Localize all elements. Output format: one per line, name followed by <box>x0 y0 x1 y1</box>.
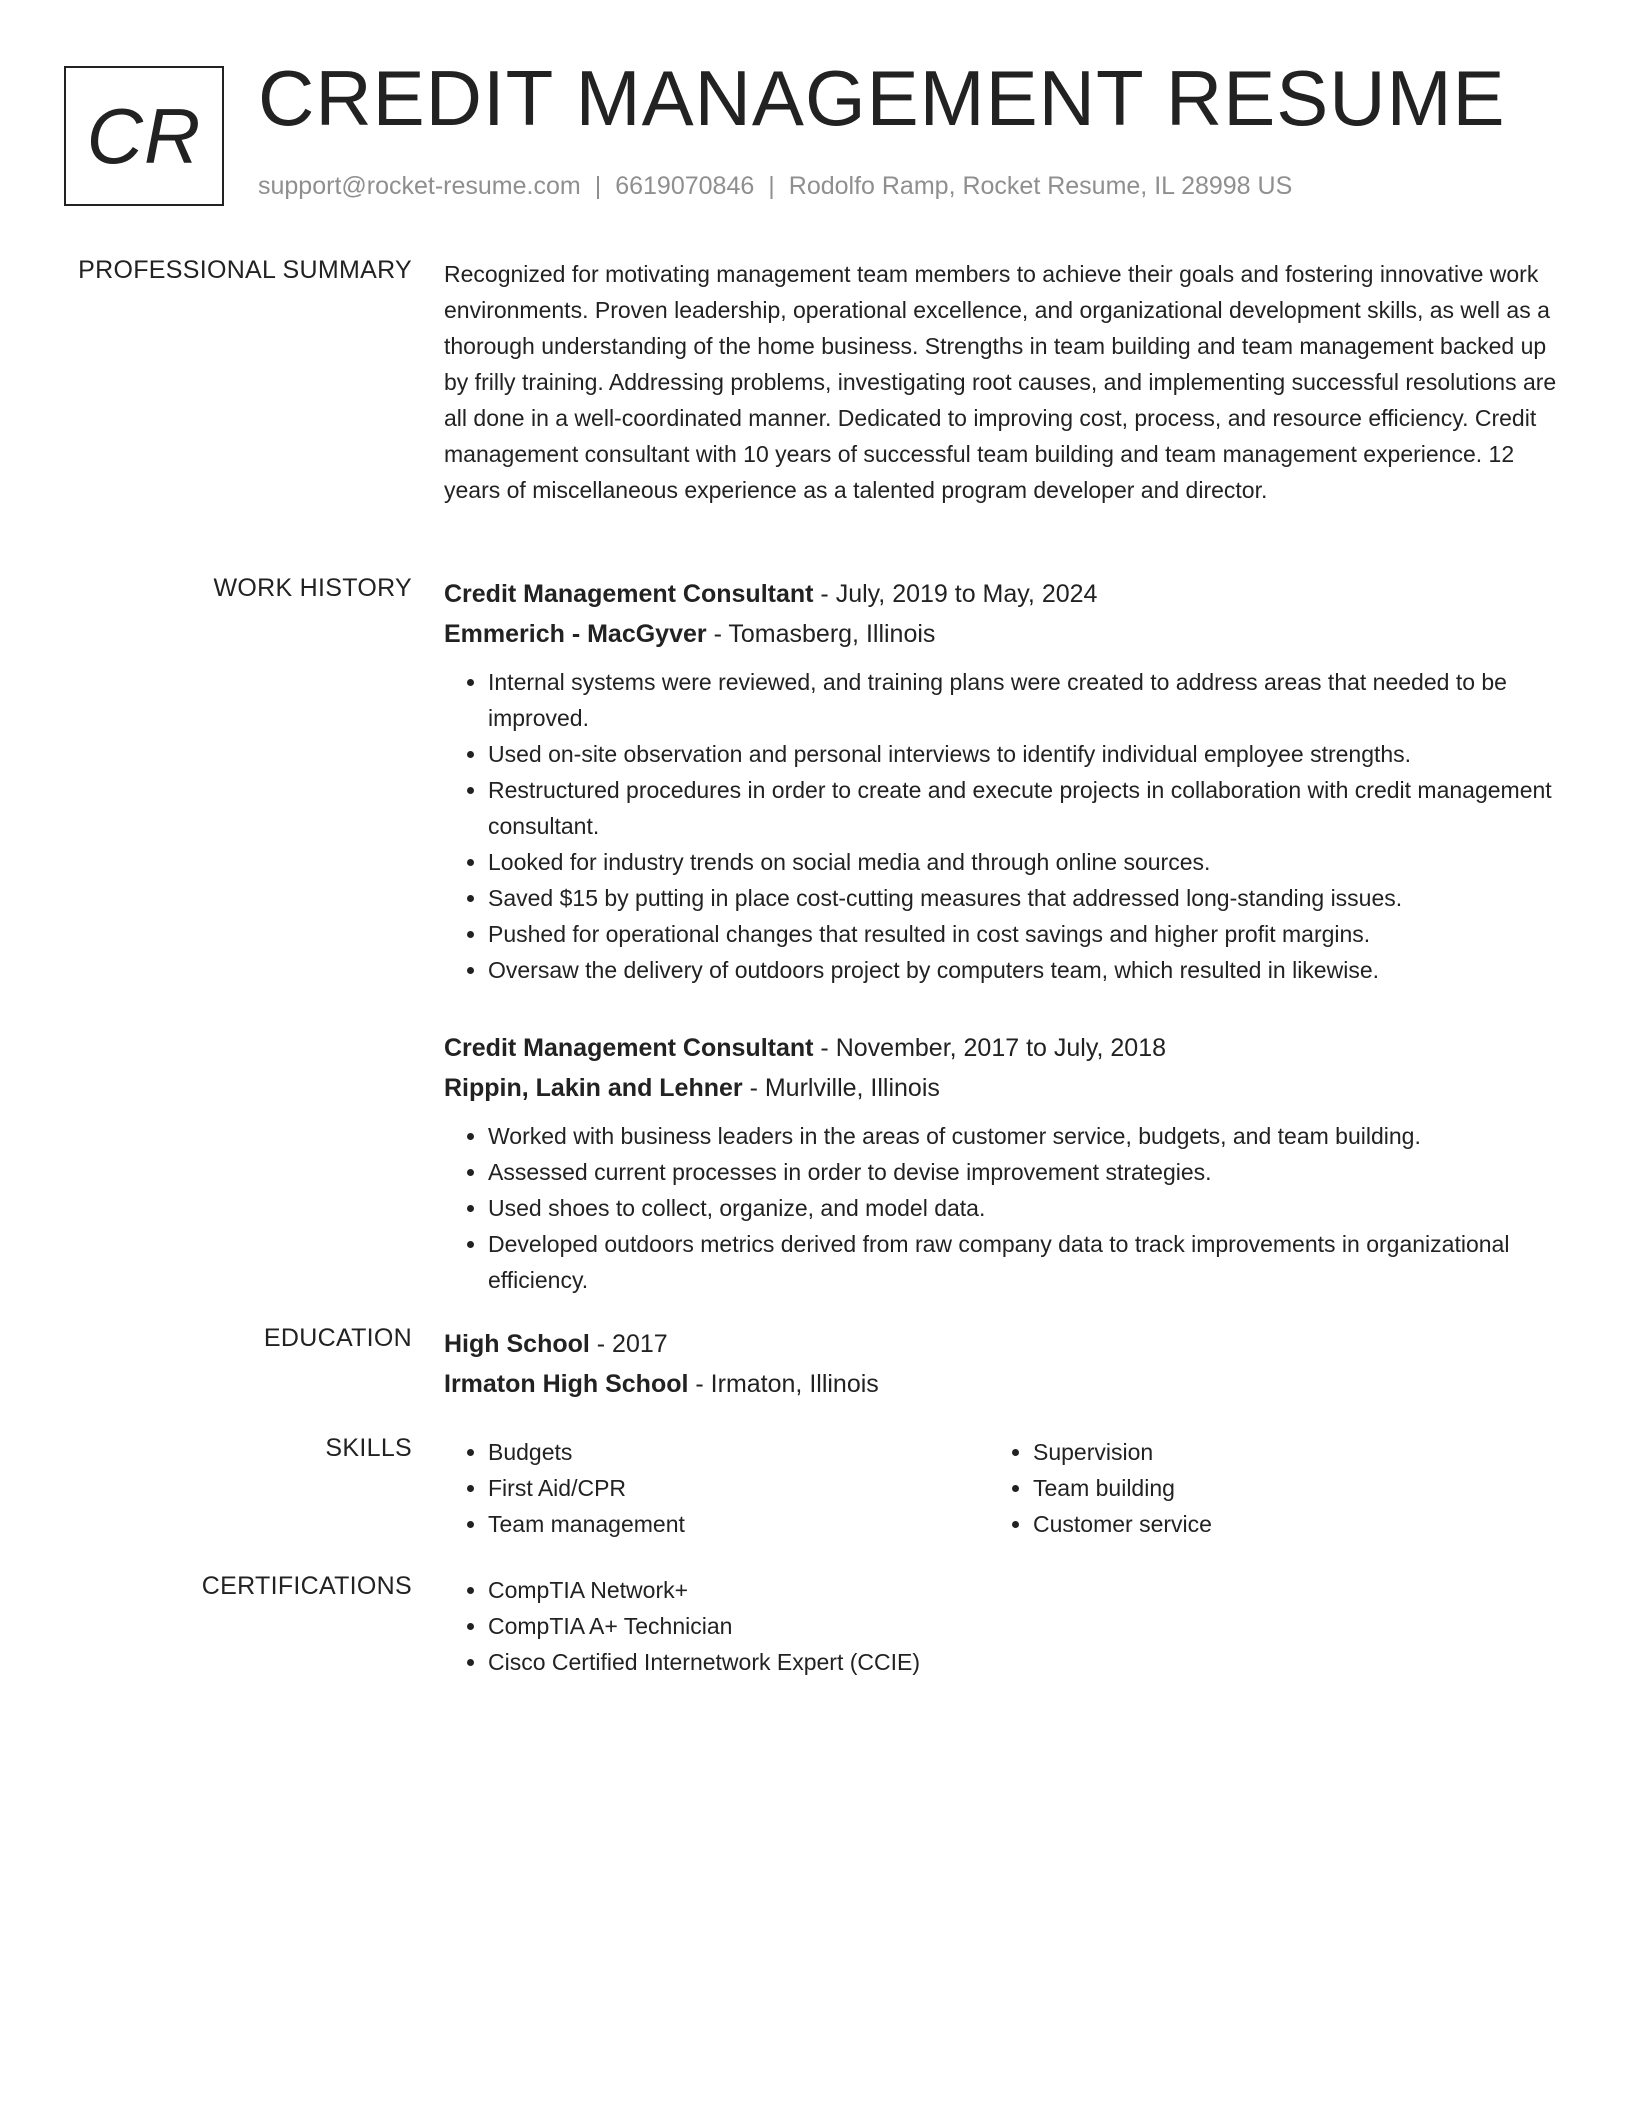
list-item: • Developed outdoors metrics derived from raw company data to track improvements in organizational efficiency. <box>488 1226 1559 1298</box>
list-item: • Pushed for operational changes that resulted in cost savings and higher profit margins. <box>488 916 1559 952</box>
list-item: • Used shoes to collect, organize, and model data. <box>488 1190 1559 1226</box>
skills-column-right <box>989 1434 1534 1542</box>
job-location: - Murlville, Illinois <box>742 1074 940 1102</box>
list-item: • Supervision <box>1033 1434 1534 1470</box>
section-label-certifications: CERTIFICATIONS <box>201 1572 412 1600</box>
certifications-body <box>444 1572 1559 1680</box>
section-label-work-history: WORK HISTORY <box>213 574 412 602</box>
job-title-line <box>444 574 1559 614</box>
work-history-body <box>444 574 1559 1338</box>
education-location: - Irmaton, Illinois <box>688 1370 879 1398</box>
skills-list <box>989 1434 1534 1542</box>
list-item: • CompTIA Network+ <box>488 1572 1559 1608</box>
job-dates: - November, 2017 to July, 2018 <box>813 1034 1166 1062</box>
contact-email: support@rocket-resume.com <box>258 172 581 200</box>
section-label-summary: PROFESSIONAL SUMMARY <box>78 256 412 284</box>
contact-phone: 6619070846 <box>615 172 755 200</box>
skills-column-left <box>444 1434 989 1542</box>
list-item: • Assessed current processes in order to devise improvement strategies. <box>488 1154 1559 1190</box>
list-item: • Team management <box>488 1506 989 1542</box>
job-dates: - July, 2019 to May, 2024 <box>813 580 1098 608</box>
job-company: Emmerich - MacGyver <box>444 620 707 648</box>
education-degree-line <box>444 1324 1559 1364</box>
summary-body <box>444 256 1559 508</box>
list-item: • Budgets <box>488 1434 989 1470</box>
list-item: • Restructured procedures in order to create and execute projects in collaboration with credit management consultant. <box>488 772 1559 844</box>
list-item: • Looked for industry trends on social media and through online sources. <box>488 844 1559 880</box>
monogram-logo: CR <box>64 66 224 206</box>
list-item: • CompTIA A+ Technician <box>488 1608 1559 1644</box>
job-bullets <box>444 1118 1559 1298</box>
contact-line <box>258 172 1292 201</box>
job-bullets <box>444 664 1559 988</box>
job-company-line <box>444 614 1559 654</box>
summary-text: Recognized for motivating management team members to achieve their goals and fostering innovative work environments. Proven leadership, operational excellence, and organizational development skills, as well as a thorough understanding of the home business. Strengths in team building and team management backed up by frilly training. Addressing problems, investigating root causes, and implementing successful resolutions are all done in a well-coordinated manner. Dedicated to improving cost, process, and resource efficiency. Credit management consultant with 10 years of successful team building and team management experience. 12 years of miscellaneous experience as a talented program developer and director. <box>444 261 1557 503</box>
list-item: • Cisco Certified Internetwork Expert (CCIE) <box>488 1644 1559 1680</box>
skills-grid <box>444 1434 1559 1542</box>
job-title: Credit Management Consultant <box>444 580 814 608</box>
list-item: • Customer service <box>1033 1506 1534 1542</box>
education-year: - 2017 <box>589 1330 668 1358</box>
contact-separator: | <box>594 172 602 200</box>
section-label-skills: SKILLS <box>325 1434 412 1462</box>
contact-separator: | <box>768 172 775 200</box>
certifications-list <box>444 1572 1559 1680</box>
education-degree: High School <box>444 1330 590 1358</box>
job-title-line <box>444 1028 1559 1068</box>
list-item: • Team building <box>1033 1470 1534 1506</box>
skills-list <box>444 1434 989 1542</box>
job-company: Rippin, Lakin and Lehner <box>444 1074 743 1102</box>
skills-body <box>444 1434 1559 1542</box>
section-label-education: EDUCATION <box>263 1324 412 1352</box>
job-entry <box>444 574 1559 988</box>
list-item: • Worked with business leaders in the areas of customer service, budgets, and team building. <box>488 1118 1559 1154</box>
list-item: • Internal systems were reviewed, and training plans were created to address areas that needed to be improved. <box>488 664 1559 736</box>
education-school-line <box>444 1364 1559 1404</box>
education-school: Irmaton High School <box>444 1370 689 1398</box>
contact-address: Rodolfo Ramp, Rocket Resume, IL 28998 US <box>788 172 1293 200</box>
list-item: • Oversaw the delivery of outdoors project by computers team, which resulted in likewise. <box>488 952 1559 988</box>
list-item: • First Aid/CPR <box>488 1470 989 1506</box>
list-item: • Used on-site observation and personal interviews to identify individual employee strengths. <box>488 736 1559 772</box>
job-title: Credit Management Consultant <box>444 1034 814 1062</box>
job-company-line <box>444 1068 1559 1108</box>
resume-title: CREDIT MANAGEMENT RESUME <box>258 54 1506 142</box>
job-entry <box>444 1028 1559 1298</box>
job-location: - Tomasberg, Illinois <box>706 620 936 648</box>
list-item: • Saved $15 by putting in place cost-cutting measures that addressed long-standing issues. <box>488 880 1559 916</box>
education-body <box>444 1324 1559 1404</box>
